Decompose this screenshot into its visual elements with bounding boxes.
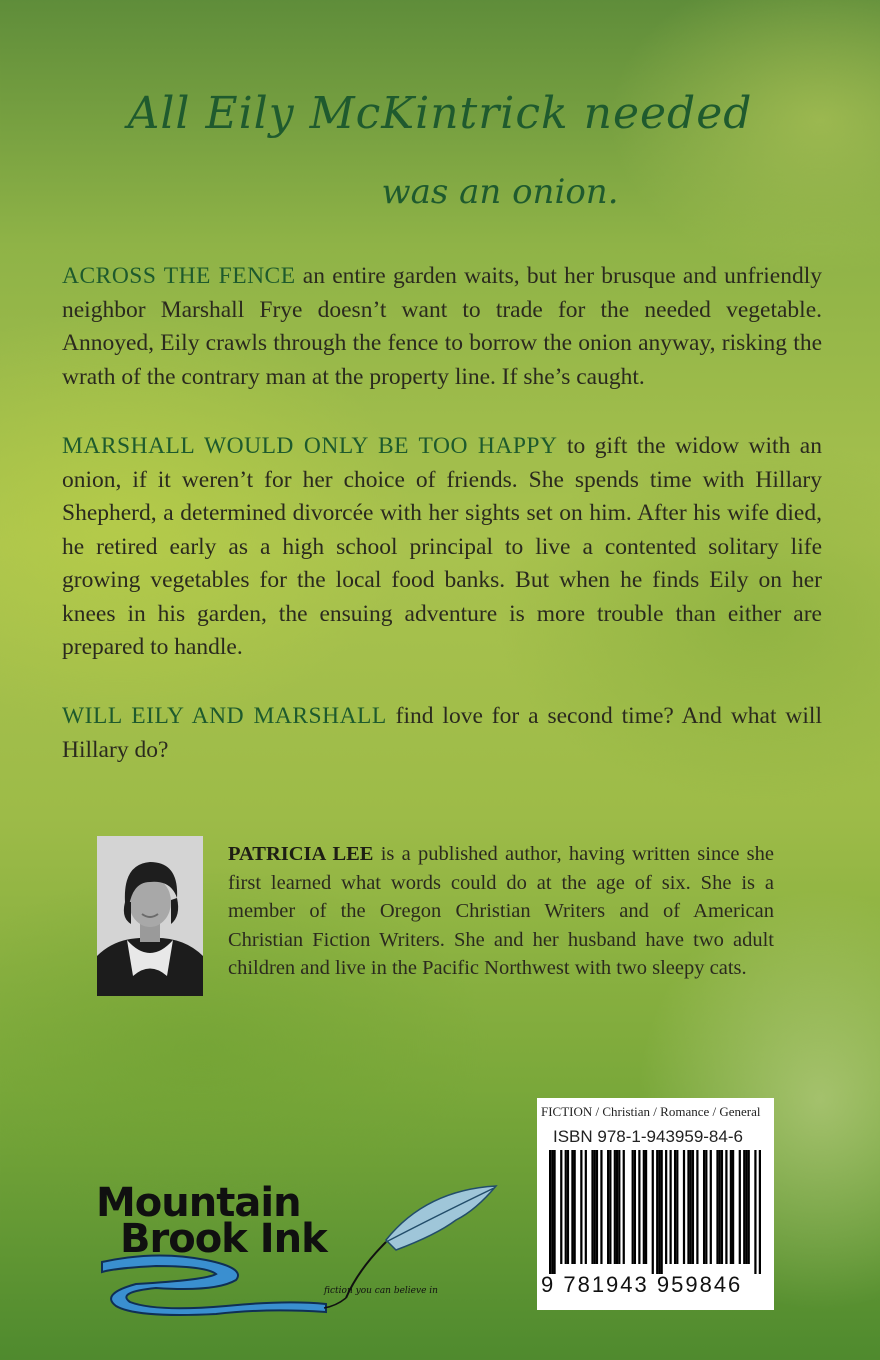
barcode-box (537, 1098, 774, 1310)
blurb-lead-2: MARSHALL WOULD ONLY BE TOO HAPPY (62, 433, 558, 459)
author-name: PATRICIA LEE (228, 843, 374, 865)
author-bio (228, 840, 774, 983)
blurb-text-3: find love for a second time? And what will Hillary do? (62, 703, 822, 763)
blurb-paragraph-2 (62, 430, 822, 665)
publisher-name-line-2: Brook Ink (120, 1216, 327, 1262)
author-photo (97, 836, 203, 996)
barcode-number: 9 781943 959846 (541, 1272, 743, 1297)
blurb-paragraph-1 (62, 260, 822, 394)
publisher-logo (96, 1180, 516, 1320)
blurb-lead-1: ACROSS THE FENCE (62, 263, 296, 289)
publisher-name-line-1: Mountain (96, 1180, 301, 1226)
tagline-line-2: was an onion. (381, 172, 619, 212)
book-category: FICTION / Christian / Romance / General (541, 1104, 761, 1119)
tagline-line-1: All Eily McKintrick needed (127, 88, 753, 139)
author-bio-text: is a published author, having written since she first learned what words could do at the age of six. She is a member of the Oregon Christian Writers and of American Christian Fiction Writers. She and her husband have two adult children and live in the Pacific Northwest with two sleepy cats. (228, 843, 775, 979)
isbn-label: ISBN 978-1-943959-84-6 (553, 1127, 743, 1146)
publisher-tagline: fiction you can believe in (324, 1286, 438, 1296)
blurb-text-2: to gift the widow with an onion, if it weren’t for her choice of friends. She spends time with Hillary Shepherd, a determined divorcée with her sights set on him. After his wife died, he retired early as a high school principal to live a contented solitary life growing vegetables for the local food banks. But when he finds Eily on her knees in his garden, the ensuing adventure is more trouble than either are prepared to handle. (62, 433, 822, 660)
blurb-lead-3: WILL EILY AND MARSHALL (62, 703, 387, 729)
blurb-text-1: an entire garden waits, but her brusque and unfriendly neighbor Marshall Frye doesn’t want to trade for the needed vegetable. Annoyed, Eily crawls through the fence to borrow the onion anyway, risking the wrath of the contrary man at the property line. If she’s caught. (62, 263, 822, 390)
blurb-paragraph-3 (62, 700, 822, 767)
barcode-bars (549, 1150, 761, 1274)
